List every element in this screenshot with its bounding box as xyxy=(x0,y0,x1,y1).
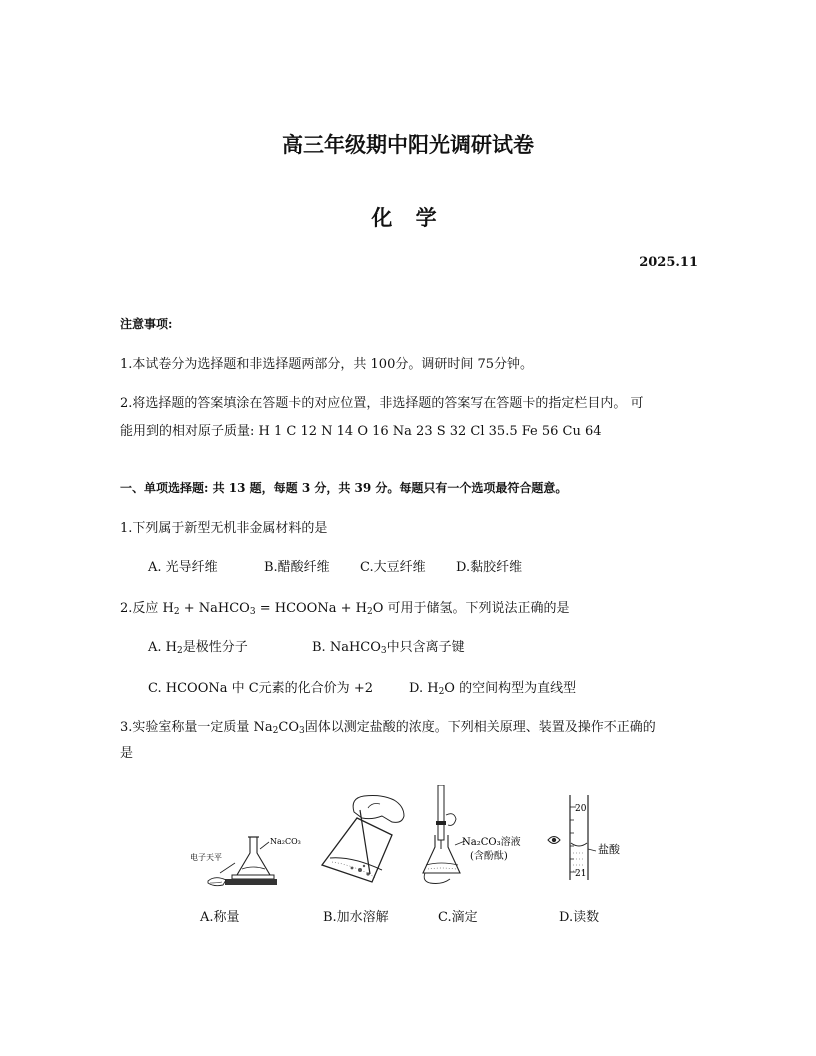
subject-title: 化 学 xyxy=(371,205,445,230)
q1-option-a: A. 光导纤维 xyxy=(148,560,218,575)
figure-d-reading-illustration xyxy=(542,795,632,885)
q1-option-d: D.黏胶纤维 xyxy=(456,560,523,575)
q1-stem: 1.下列属于新型无机非金属材料的是 xyxy=(120,521,328,536)
q1-option-c: C.大豆纤维 xyxy=(360,560,426,575)
q1-option-b: B.醋酸纤维 xyxy=(264,560,330,575)
q2-option-b: B. NaHCO$_3$中只含离子键 xyxy=(312,640,465,656)
q2-option-a: A. $H_2$是极性分子 xyxy=(148,640,248,656)
exam-title: 高三年级期中阳光调研试卷 xyxy=(282,132,534,157)
svg-text:盐酸: 盐酸 xyxy=(598,843,620,856)
svg-text:(含酚酞): (含酚酞) xyxy=(470,851,508,862)
exam-date: 2025.11 xyxy=(639,255,698,270)
section1-heading: 一、单项选择题: 共 13 题，每题 3 分，共 39 分。每题只有一个选项最符合题意。 xyxy=(120,481,568,495)
svg-text:20: 20 xyxy=(575,804,587,814)
notice-heading: 注意事项: xyxy=(120,317,173,331)
notice-item-2-line1: 2.将选择题的答案填涂在答题卡的对应位置，非选择题的答案写在答题卡的指定栏目内。 可 xyxy=(120,396,644,411)
figure-b-label: B.加水溶解 xyxy=(323,910,389,925)
q2-option-d: D. $H_2O$ 的空间构型为直线型 xyxy=(409,681,577,697)
svg-text:电子天平: 电子天平 xyxy=(190,853,222,862)
q2-option-c: C. HCOONa 中 C元素的化合价为 +2 xyxy=(148,681,373,696)
figure-c-label: C.滴定 xyxy=(438,910,478,925)
svg-text:21: 21 xyxy=(575,869,587,879)
q3-stem-line2: 是 xyxy=(120,746,134,761)
svg-text:Na₂CO₃: Na₂CO₃ xyxy=(270,837,301,846)
figure-c-titration-illustration xyxy=(420,785,540,890)
figure-d-label: D.读数 xyxy=(559,910,600,925)
svg-text:Na₂CO₃溶液: Na₂CO₃溶液 xyxy=(462,837,521,848)
figure-b-dissolve-illustration xyxy=(312,790,412,890)
q2-stem: 2.反应 $H_2$ + NaHCO$_3$ = HCOONa + $H_2O$ 可用于储氢。下列说法正确的是 xyxy=(120,601,570,617)
figure-a-balance-illustration xyxy=(190,825,310,890)
notice-item-1: 1.本试卷分为选择题和非选择题两部分，共 100分。调研时间 75分钟。 xyxy=(120,357,534,372)
figure-a-label: A.称量 xyxy=(200,910,240,925)
q3-stem: 3.实验室称量一定质量 $Na_2CO_3$固体以测定盐酸的浓度。下列相关原理、装置及操作不正确的 xyxy=(120,720,656,736)
notice-item-2-line2: 能用到的相对原子质量: H 1 C 12 N 14 O 16 Na 23 S 32 Cl 35.5 Fe 56 Cu 64 xyxy=(120,424,602,439)
